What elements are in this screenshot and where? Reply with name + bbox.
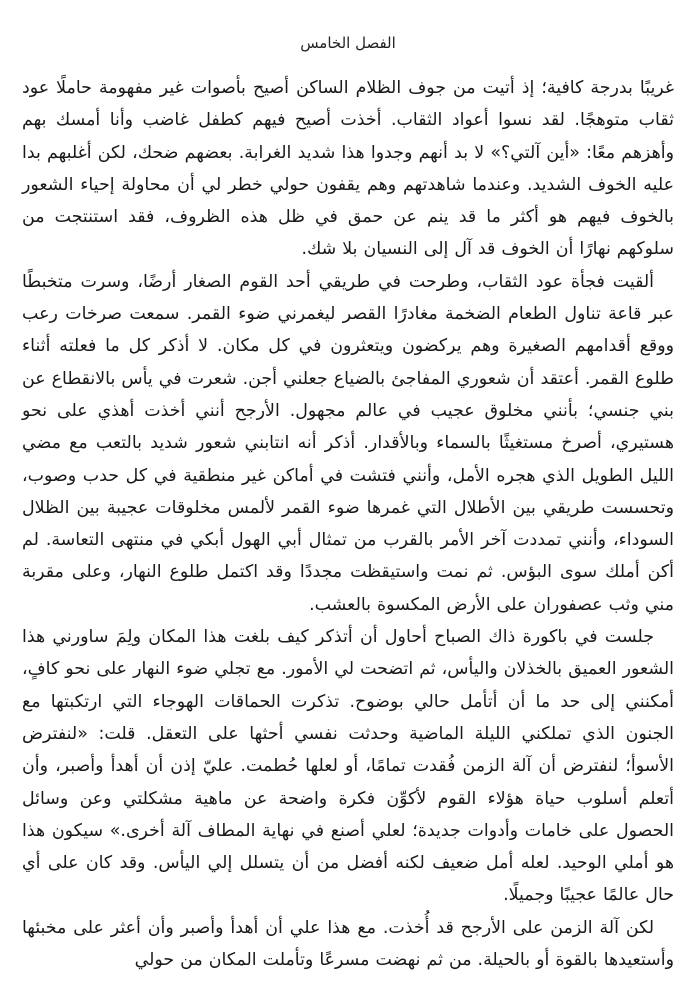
chapter-title: الفصل الخامس xyxy=(300,34,396,52)
paragraph-2: ألقيت فجأة عود الثقاب، وطرحت في طريقي أحد القوم الصغار أرضًا، وسرت متخبطًا عبر قاعة تناول الطعام الضخمة مغادرًا القصر ليغمرني ضوء القمر. سمعت صرخات رعب ووقع أقدامهم الصغيرة وهم يركضون ويتعثرون في كل مكان. لا أذكر كل ما فعلته أثناء طلوع القمر. أعتقد أن شعوري المفاجئ بالضياع جعلني أجن. شعرت في يأس بالانقطاع عن بني جنسي؛ بأنني مخلوق عجيب في عالم مجهول. الأرجح أنني أخذت أهذي على نحو هستيري، أصرخ مستغيثًا بالسماء وبالأقدار. أذكر أنه انتابني شعور شديد بالتعب مع مضي الليل الطويل الذي هجره الأمل، وأنني فتشت في أماكن غير منطقية في كل حدب وصوب، وتحسست طريقي بين الأطلال التي غمرها ضوء القمر لألمس مخلوقات عجيبة بين الظلال السوداء، وأنني تمددت آخر الأمر بالقرب من تمثال أبي الهول أبكي في منتهى التعاسة. لم أكن أملك سوى البؤس. ثم نمت واستيقظت مجددًا وقد اكتمل طلوع النهار، وعلى مقربة مني وثب عصفوران على الأرض المكسوة بالعشب. xyxy=(22,271,674,615)
paragraph-1: غريبًا بدرجة كافية؛ إذ أتيت من جوف الظلام الساكن أصيح بأصوات غير مفهومة حاملًا عود ثقاب متوهجًا. لقد نسوا أعواد الثقاب. أخذت أصيح فيهم كطفل غاضب وأنا أمسك بهم وأهزهم معًا: «أين آلتي؟» لا بد أنهم وجدوا هذا شديد الغرابة. بعضهم ضحك، لكن أغلبهم بدا عليه الخوف الشديد. وعندما شاهدتهم وهم يقفون حولي خطر لي أن محاولة إحياء الشعور بالخوف فيهم هو أكثر ما قد ينم عن حمق في ظل هذه الظروف، فقد استنتجت من سلوكهم نهارًا أن الخوف قد آل إلى النسيان بلا شك. xyxy=(22,78,674,260)
paragraph-4: لكن آلة الزمن على الأرجح قد أُخذت. مع هذا علي أن أهدأ وأصبر وأن أعثر على مخبئها وأستعيدها بالقوة أو بالحيلة. من ثم نهضت مسرعًا وتأملت المكان من حولي xyxy=(22,917,674,971)
body-text xyxy=(22,72,674,976)
paragraph-3: جلست في باكورة ذاك الصباح أحاول أن أتذكر كيف بلغت هذا المكان ولِمَ ساورني هذا الشعور العميق بالخذلان واليأس، ثم اتضحت لي الأمور. مع تجلي ضوء النهار على نحو كافٍ، أمكنني إلى حد ما أن أتأمل حالي بوضوح. تذكرت الحماقات الهوجاء التي ارتكبتها مع الجنون الذي تملكني الليلة الماضية وحدثت نفسي أحثها على التعقل. قلت: «لنفترض الأسوأ؛ لنفترض أن آلة الزمن فُقدت تمامًا، أو لعلها حُطمت. عليّ إذن أن أهدأ وأصبر، وأن أتعلم أسلوب حياة هؤلاء القوم لأكوِّن فكرة واضحة عن ماهية مشكلتي وعن وسائل الحصول على خامات وأدوات جديدة؛ لعلي أصنع في نهاية المطاف آلة أخرى.» سيكون هذا هو أملي الوحيد. لعله أمل ضعيف لكنه أفضل من أن يتسلل إلي اليأس. وقد كان على أي حال عالمًا عجيبًا وجميلًا. xyxy=(22,627,674,906)
